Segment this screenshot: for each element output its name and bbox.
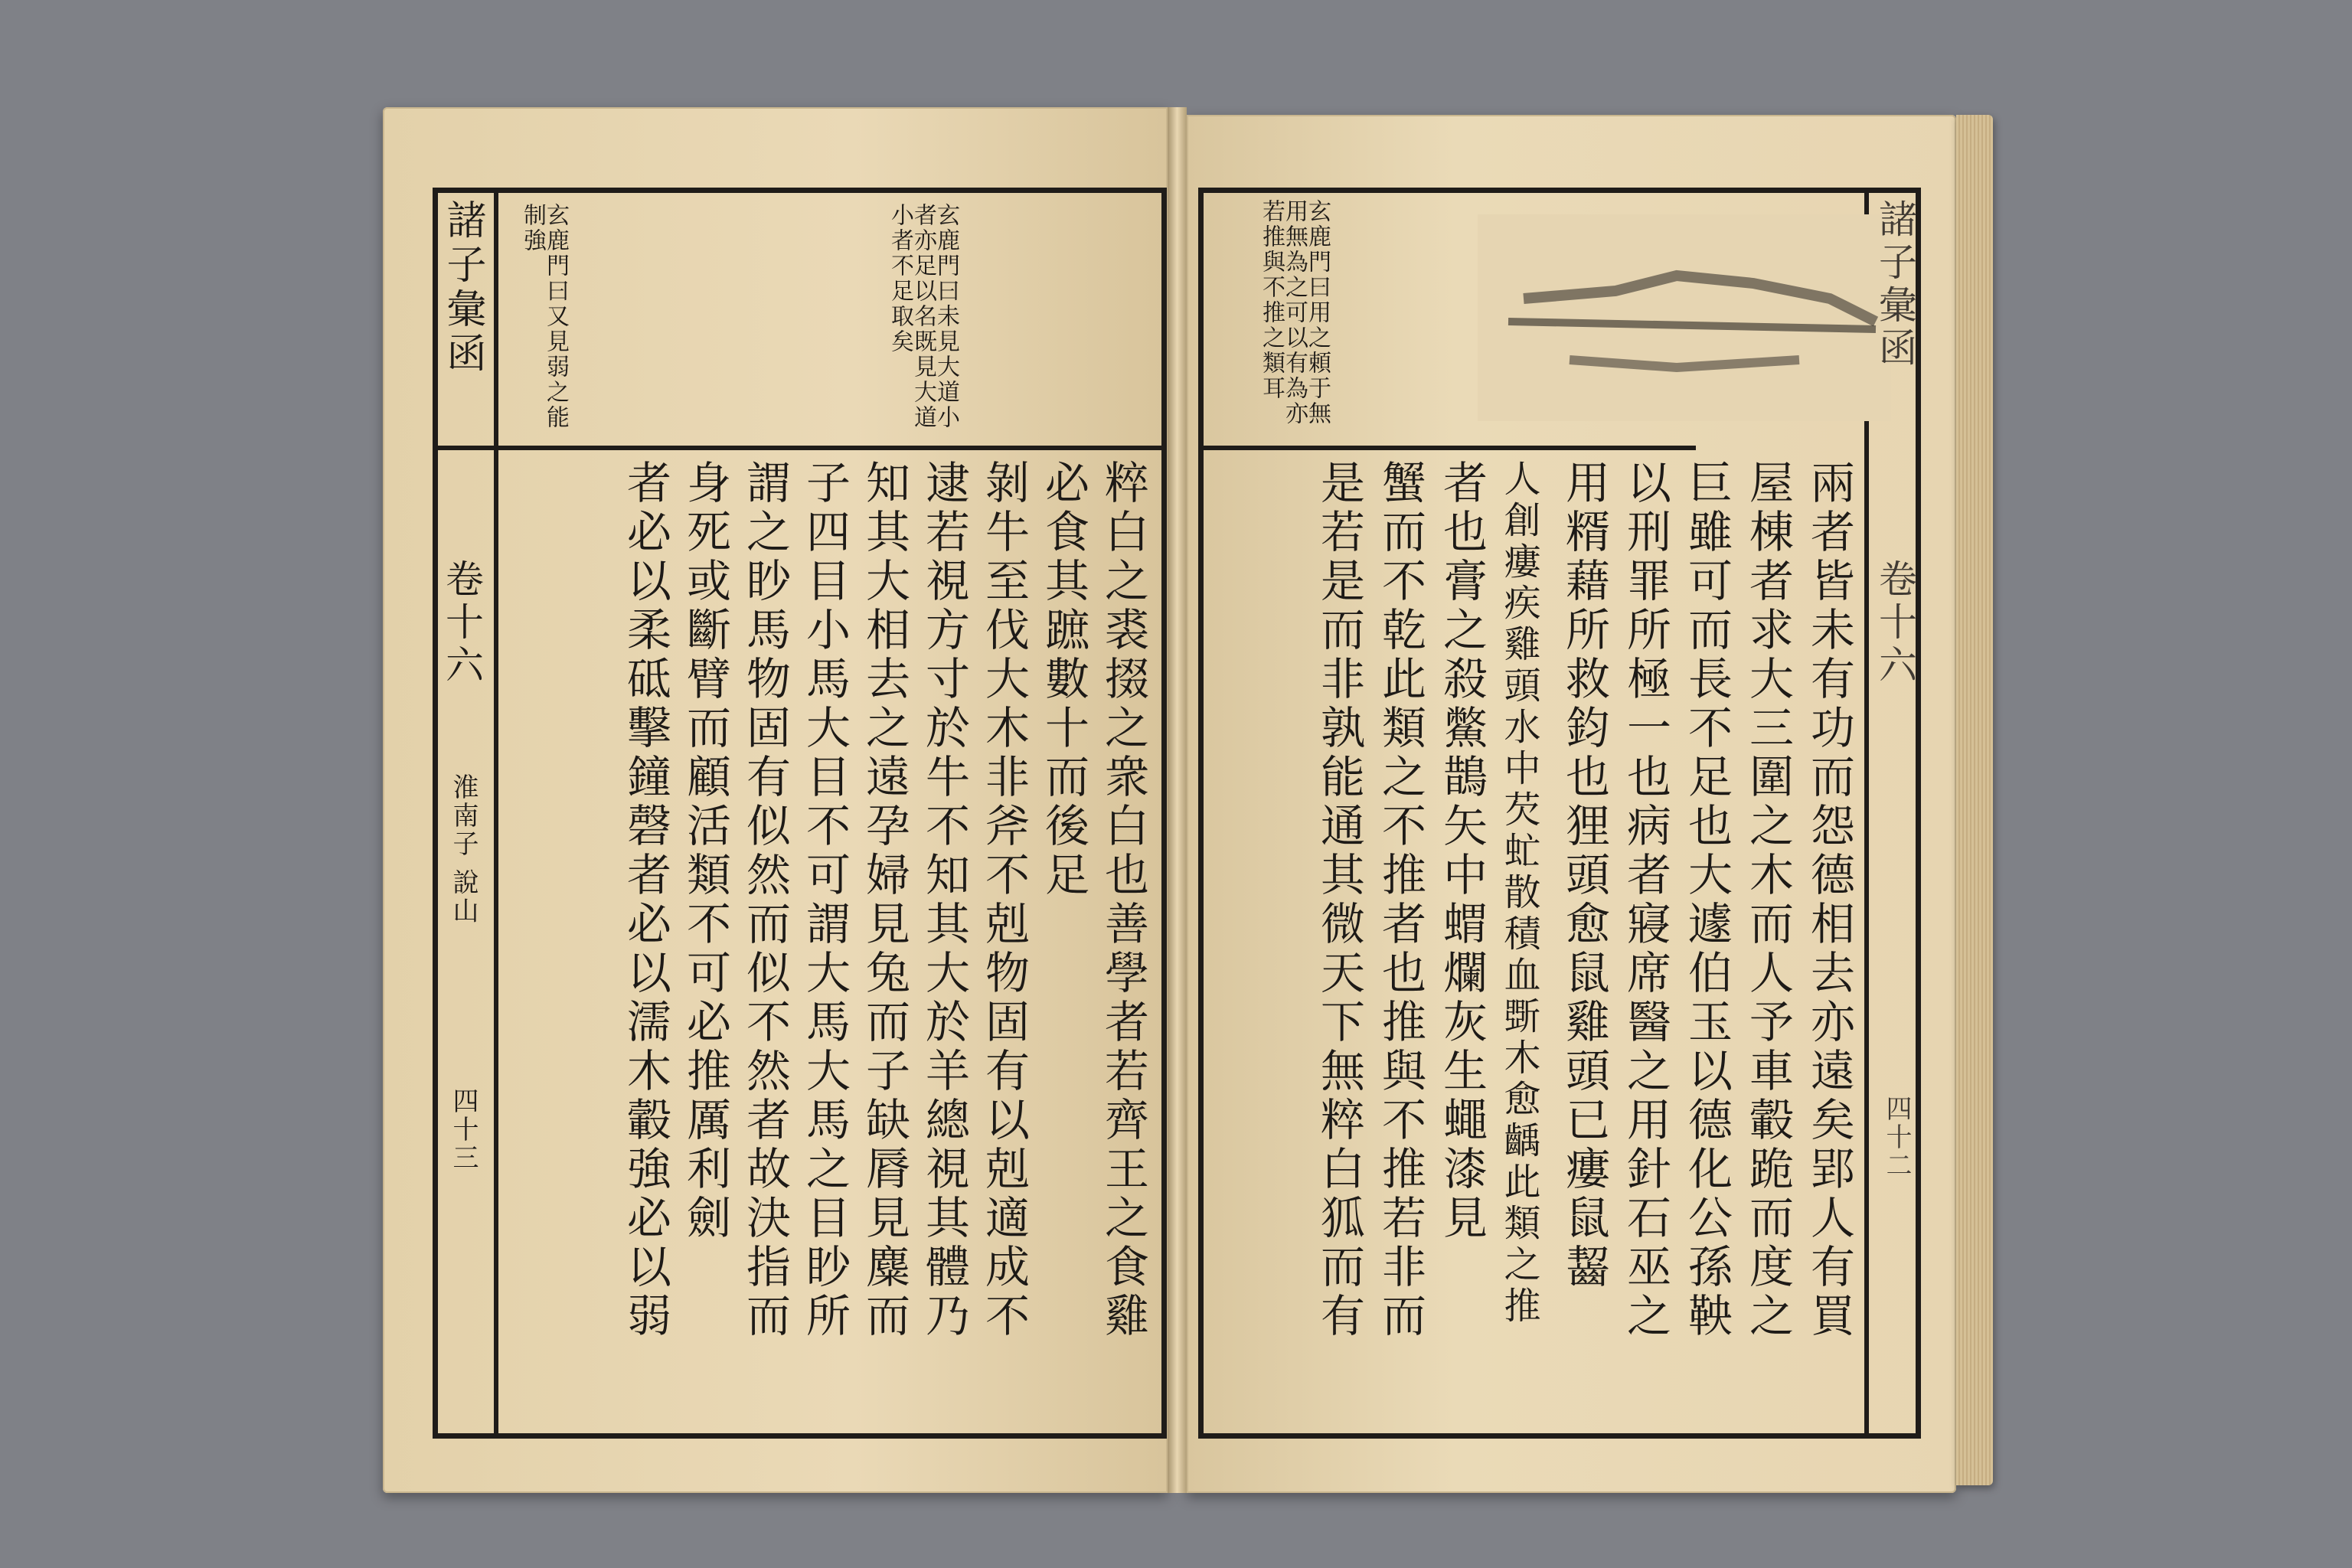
right-margin-title: 諸子彙函 (1873, 199, 1917, 371)
left-commentary-2: 玄鹿門曰又見弱之能制強 (519, 203, 569, 430)
right-col-9: 是若是而非孰能通其微天下無粹白狐而有 (1313, 459, 1365, 1341)
page-edges (1956, 115, 1993, 1485)
right-col-2: 屋棟者求大三圍之木而人予車轂跪而度之 (1742, 459, 1794, 1341)
left-col-7: 謂之眇馬物固有似然而似不然者故決指而 (739, 459, 791, 1341)
book-gutter (1168, 107, 1187, 1493)
right-col-5: 用糈藉所救鈞也狸頭愈鼠雞頭已瘻鼠齧 (1558, 459, 1610, 1292)
right-page-number: 四十二 (1881, 1095, 1912, 1180)
right-commentary: 玄鹿門曰用之頼于無用無為之可以有為亦若推與不推之類耳 (1258, 199, 1331, 426)
left-margin-title: 諸子彙函 (439, 199, 485, 377)
right-col-7: 者也膏之殺鱉鵲矢中蝟爛灰生蠅漆見 (1436, 459, 1488, 1243)
right-header-rule (1198, 446, 1696, 450)
left-col-9: 者必以柔砥擊鐘磬者必以濡木轂強必以弱 (619, 459, 671, 1341)
left-header-rule (433, 446, 1161, 450)
open-book (360, 84, 2006, 1497)
left-col-4: 逮若視方寸於牛不知其大於羊總視其體乃 (918, 459, 970, 1341)
right-col-4: 以刑罪所極一也病者寢席醫之用針石巫之 (1619, 459, 1671, 1341)
damaged-heading-area (1478, 214, 1906, 429)
right-col-1: 兩者皆未有功而怨德相去亦遠矣郢人有買 (1803, 459, 1855, 1341)
left-margin-rule (494, 188, 498, 1433)
right-col-8: 蟹而不乾此類之不推者也推與不推若非而 (1374, 459, 1426, 1341)
left-col-2: 必食其蹠數十而後足 (1037, 459, 1089, 900)
left-page-number: 四十三 (448, 1087, 479, 1172)
right-col-3: 巨雖可而長不足也大遽伯玉以德化公孫鞅 (1681, 459, 1733, 1341)
left-col-1: 粹白之裘掇之衆白也善學者若齊王之食雞 (1097, 459, 1149, 1341)
left-margin-volume: 卷十六 (439, 559, 484, 688)
left-col-8: 身死或斷臂而顧活類不可必推厲利劍 (679, 459, 731, 1243)
right-margin-volume: 卷十六 (1873, 559, 1917, 688)
left-col-5: 知其大相去之遠孕婦見兔而子缺脣見麋而 (858, 459, 910, 1341)
left-col-6: 子四目小馬大目不可謂大馬大馬之目眇所 (799, 459, 851, 1341)
left-col-3: 剝牛至伐大木非斧不剋物固有以剋適成不 (978, 459, 1030, 1341)
left-margin-sub: 淮南子 說山 (448, 773, 479, 926)
left-commentary-1: 玄鹿門曰未見大道小者亦足以名既見大道小者不足取矣 (887, 203, 959, 430)
right-col-6: 人創瘻疾雞頭水中芡虻散積血斲木愈齲此類之推 (1498, 459, 1540, 1328)
